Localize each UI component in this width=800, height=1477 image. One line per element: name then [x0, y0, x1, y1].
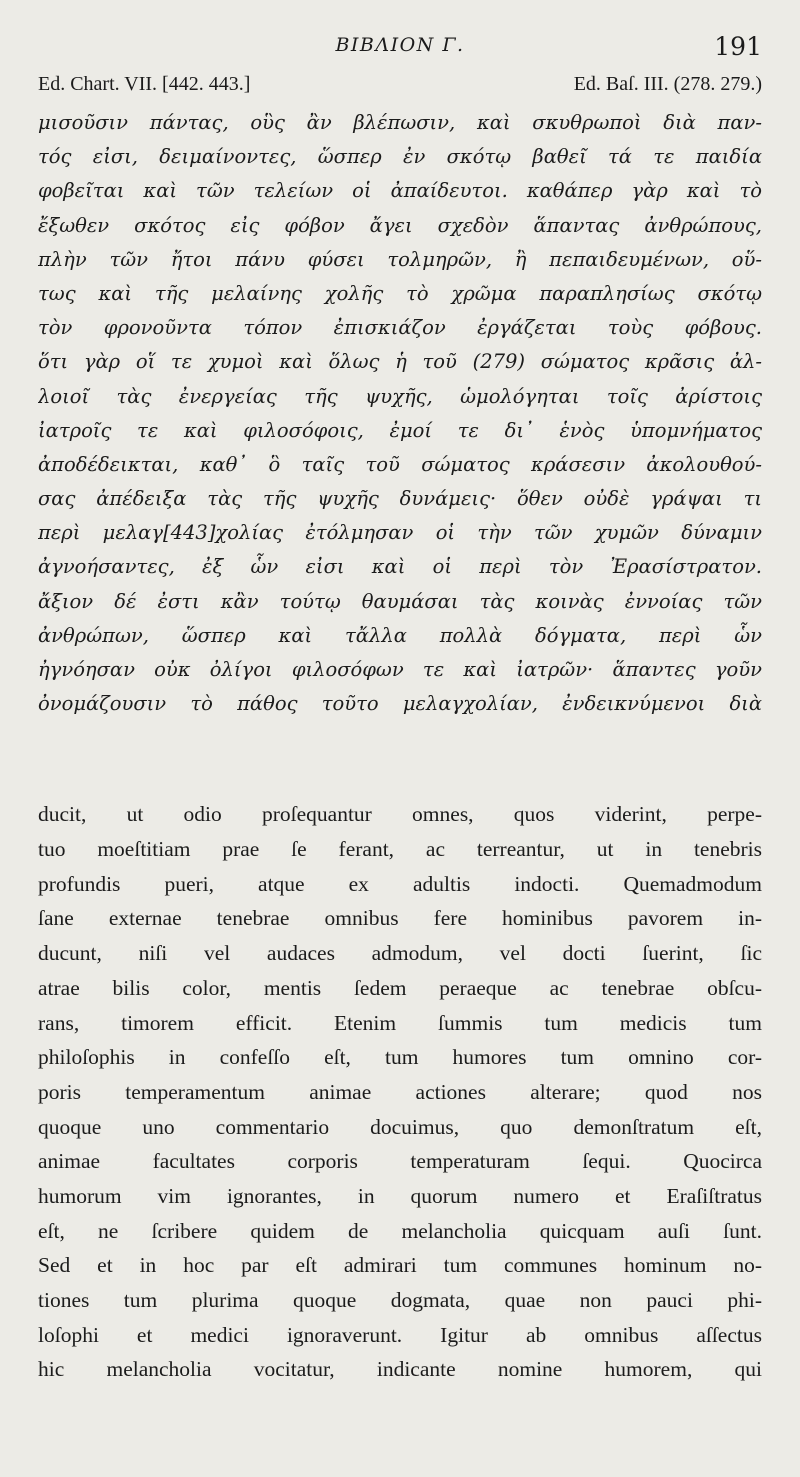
latin-line: poris temperamentum animae actiones alterare; quod nos [38, 1079, 762, 1104]
greek-line: σας ἀπέδειξα τὰς τῆς ψυχῆς δυνάμεις· ὅθεν οὐδὲ γράψαι τι [38, 487, 762, 511]
greek-line: ἀποδέδεικται, καθ᾿ ὃ ταῖς τοῦ σώματος κράσεσιν ἀκολουθού- [38, 452, 762, 476]
greek-line: ἠγνόησαν οὐκ ὀλίγοι φιλοσόφων τε καὶ ἰατρῶν· ἅπαντες γοῦν [38, 658, 762, 681]
greek-line: ὀνομάζουσιν τὸ πάθος τοῦτο μελαγχολίαν, ἐνδεικνύμενοι διὰ [38, 692, 762, 716]
greek-line: ἰατροῖς τε καὶ φιλοσόφοις, ἐμοί τε δι᾿ ἑνὸς ὑπομνήματος [38, 418, 762, 442]
greek-line: φοβεῖται καὶ τῶν τελείων οἱ ἀπαίδευτοι. καθάπερ γὰρ καὶ τὸ [38, 179, 762, 203]
greek-line: ἀνθρώπων, ὥσπερ καὶ τἄλλα πολλὰ δόγματα, περὶ ὧν [38, 623, 762, 647]
edition-basel-reference: Ed. Baſ. III. (278. 279.) [573, 73, 762, 95]
latin-line: loſophi et medici ignoraverunt. Igitur ab omnibus aſſectus [38, 1322, 762, 1347]
edition-references [38, 70, 762, 98]
greek-line: τὸν φρονοῦντα τόπον ἐπισκιάζον ἐργάζεται τοὺς φόβους. [38, 316, 762, 340]
latin-line: animae facultates corporis temperaturam ſequi. Quocirca [38, 1149, 762, 1174]
greek-text-block [38, 106, 762, 721]
greek-line: τός εἰσι, δειμαίνοντες, ὥσπερ ἐν σκότῳ βαθεῖ τά τε παιδία [38, 145, 762, 169]
greek-line: μισοῦσιν πάντας, οὓς ἂν βλέπωσιν, καὶ σκυθρωποὶ διὰ παν- [38, 111, 762, 134]
latin-line: profundis pueri, atque ex adultis indocti. Quemadmodum [38, 871, 762, 896]
greek-line: ἄξιον δέ ἐστι κἂν τούτῳ θαυμάσαι τὰς κοινὰς ἐννοίας τῶν [38, 589, 762, 613]
latin-line: tuo moeſtitiam prae ſe ferant, ac terreantur, ut in tenebris [38, 837, 762, 862]
book-title: ΒΙΒΛΙΟΝ Γ. [335, 34, 465, 56]
greek-line: ἔξωθεν σκότος εἰς φόβον ἄγει σχεδὸν ἅπαντας ἀνθρώπους, [38, 213, 762, 237]
latin-line: quoque uno commentario docuimus, quo demonſtratum eſt, [38, 1114, 762, 1139]
latin-line: ducunt, niſi vel audaces admodum, vel docti ſuerint, ſic [38, 941, 762, 966]
latin-line: ſane externae tenebrae omnibus fere hominibus pavorem in- [38, 906, 762, 931]
latin-line: ducit, ut odio proſequantur omnes, quos viderint, perpe- [38, 802, 762, 827]
latin-line: eſt, ne ſcribere quidem de melancholia quicquam auſi ſunt. [38, 1218, 762, 1243]
edition-chart-reference: Ed. Chart. VII. [442. 443.] [38, 73, 251, 95]
greek-line: ὅτι γὰρ οἵ τε χυμοὶ καὶ ὅλως ἡ τοῦ (279) σώματος κρᾶσις ἀλ- [38, 350, 762, 374]
latin-line: humorum vim ignorantes, in quorum numero et Eraſiſtratus [38, 1183, 762, 1208]
greek-line: τως καὶ τῆς μελαίνης χολῆς τὸ χρῶμα παραπλησίως σκότῳ [38, 281, 762, 305]
latin-line: rans, timorem efficit. Etenim ſummis tum medicis tum [38, 1010, 762, 1035]
greek-line: περὶ μελαγ[443]χολίας ἐτόλμησαν οἱ τὴν τῶν χυμῶν δύναμιν [38, 521, 762, 545]
page-number: 191 [714, 32, 762, 61]
latin-line: tiones tum plurima quoque dogmata, quae non pauci phi- [38, 1288, 762, 1312]
greek-line: λοιοῖ τὰς ἐνεργείας τῆς ψυχῆς, ὡμολόγηται τοῖς ἀρίστοις [38, 384, 762, 408]
greek-line: ἀγνοήσαντες, ἐξ ὧν εἰσι καὶ οἱ περὶ τὸν Ἐρασίστρατον. [38, 555, 762, 579]
latin-line: atrae bilis color, mentis ſedem peraeque ac tenebrae obſcu- [38, 975, 762, 1000]
greek-line: πλὴν τῶν ἤτοι πάνυ φύσει τολμηρῶν, ἢ πεπαιδευμένων, οὕ- [38, 247, 762, 271]
latin-line: hic melancholia vocitatur, indicante nomine humorem, qui [38, 1357, 762, 1382]
latin-line: Sed et in hoc par eſt admirari tum communes hominum no- [38, 1253, 762, 1278]
running-head [38, 30, 762, 66]
latin-text-block [38, 797, 762, 1387]
latin-line: philoſophis in confeſſo eſt, tum humores tum omnino cor- [38, 1045, 762, 1070]
